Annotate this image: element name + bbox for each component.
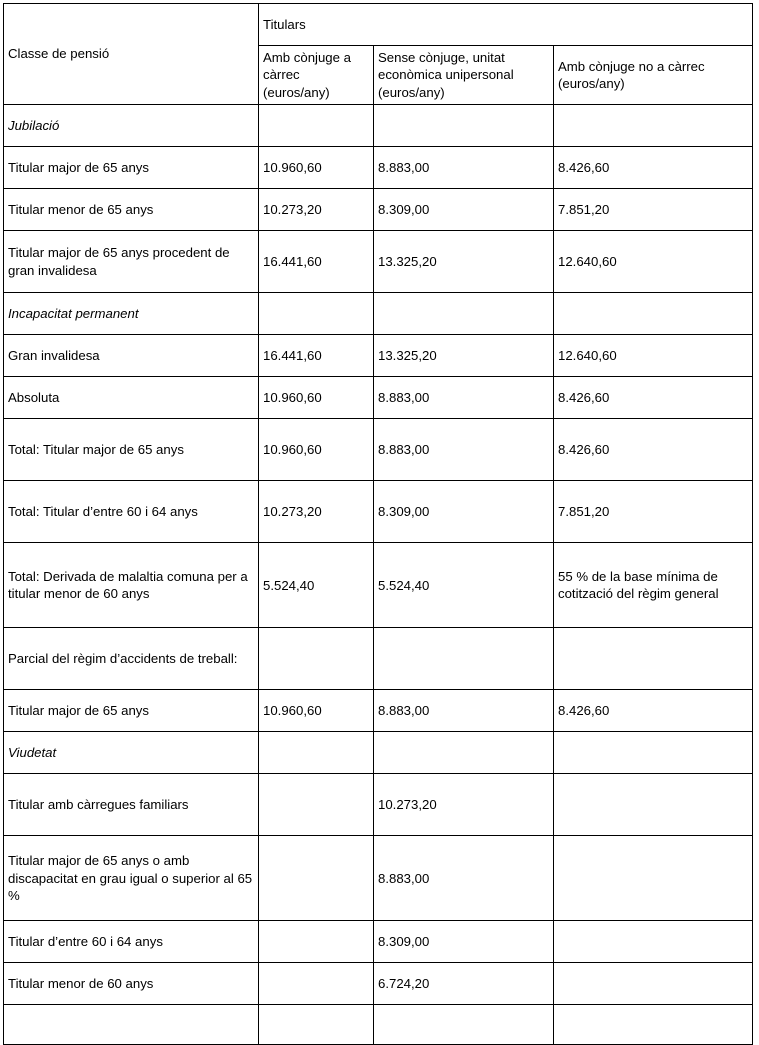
- row-label: Titular major de 65 anys: [4, 147, 259, 189]
- cell-amount: [374, 628, 554, 690]
- pension-amounts-table: [3, 3, 753, 1045]
- cell-amount: 10.960,60: [259, 690, 374, 732]
- cell-amount: [554, 963, 753, 1005]
- cell-amount: [554, 774, 753, 836]
- cell-amount: 8.883,00: [374, 690, 554, 732]
- row-label: Total: Derivada de malaltia comuna per a titular menor de 60 anys: [4, 543, 259, 628]
- row-section-label: Incapacitat permanent: [4, 293, 259, 335]
- cell-amount: [554, 293, 753, 335]
- cell-amount: [259, 836, 374, 921]
- row-label: Titular major de 65 anys: [4, 690, 259, 732]
- table-row: [4, 543, 753, 628]
- cell-amount: 16.441,60: [259, 335, 374, 377]
- cell-amount: [554, 921, 753, 963]
- row-label: Total: Titular d’entre 60 i 64 anys: [4, 481, 259, 543]
- cell-amount: [374, 105, 554, 147]
- cell-amount: [374, 1005, 554, 1045]
- table-row: [4, 963, 753, 1005]
- cell-amount: 12.640,60: [554, 231, 753, 293]
- cell-amount: [259, 1005, 374, 1045]
- cell-amount: 8.883,00: [374, 147, 554, 189]
- row-label: Titular major de 65 anys procedent de gran invalidesa: [4, 231, 259, 293]
- cell-amount: 8.426,60: [554, 690, 753, 732]
- cell-amount: [554, 628, 753, 690]
- row-label: Total: Titular major de 65 anys: [4, 419, 259, 481]
- table-row: [4, 481, 753, 543]
- row-label: Titular menor de 60 anys: [4, 963, 259, 1005]
- table-row: [4, 335, 753, 377]
- table-row: [4, 732, 753, 774]
- table-row: [4, 377, 753, 419]
- table-row: [4, 231, 753, 293]
- cell-amount: 10.960,60: [259, 377, 374, 419]
- table-row: [4, 921, 753, 963]
- row-label: Titular amb càrregues familiars: [4, 774, 259, 836]
- row-label: Titular menor de 65 anys: [4, 189, 259, 231]
- header-col3-line1: Amb cònjuge no a càrrec: [558, 58, 705, 74]
- cell-amount: 8.426,60: [554, 147, 753, 189]
- cell-amount: [259, 774, 374, 836]
- cell-amount: [259, 732, 374, 774]
- cell-amount: [554, 1005, 753, 1045]
- cell-amount: 8.883,00: [374, 377, 554, 419]
- row-label: [4, 1005, 259, 1045]
- header-col-amb-conjuge-no-a-carrec: [554, 46, 753, 105]
- cell-note: 55 % de la base mínima de cotització del règim general: [554, 543, 753, 628]
- table-body: [4, 105, 753, 1045]
- table-row: [4, 628, 753, 690]
- table-row: [4, 1005, 753, 1045]
- row-section-label: Jubilació: [4, 105, 259, 147]
- header-col2-line2: econòmica unipersonal: [378, 67, 514, 83]
- header-classe-de-pensio: Classe de pensió: [4, 4, 259, 105]
- cell-amount: [259, 293, 374, 335]
- cell-amount: 8.883,00: [374, 836, 554, 921]
- cell-amount: [259, 963, 374, 1005]
- table-row: [4, 293, 753, 335]
- cell-amount: 8.309,00: [374, 481, 554, 543]
- cell-amount: [259, 628, 374, 690]
- table-header: [4, 4, 753, 105]
- cell-amount: 7.851,20: [554, 481, 753, 543]
- header-col1-line3: (euros/any): [263, 84, 330, 100]
- cell-amount: 10.273,20: [259, 481, 374, 543]
- header-col2-line3: (euros/any): [378, 84, 445, 100]
- header-titulars-group: Titulars: [259, 4, 753, 46]
- cell-amount: 8.426,60: [554, 419, 753, 481]
- header-row-group: [4, 4, 753, 46]
- cell-amount: 10.960,60: [259, 147, 374, 189]
- cell-amount: 8.309,00: [374, 921, 554, 963]
- cell-amount: 10.273,20: [259, 189, 374, 231]
- cell-amount: 8.309,00: [374, 189, 554, 231]
- header-col1-line2: càrrec: [263, 67, 300, 83]
- row-label: Titular major de 65 anys o amb discapacitat en grau igual o superior al 65 %: [4, 836, 259, 921]
- cell-amount: 16.441,60: [259, 231, 374, 293]
- cell-amount: 8.426,60: [554, 377, 753, 419]
- header-col3-line2: (euros/any): [558, 76, 625, 92]
- cell-amount: [374, 732, 554, 774]
- table-row: [4, 105, 753, 147]
- cell-amount: 10.960,60: [259, 419, 374, 481]
- cell-amount: 13.325,20: [374, 335, 554, 377]
- table-row: [4, 836, 753, 921]
- cell-amount: 7.851,20: [554, 189, 753, 231]
- header-col1-line1: Amb cònjuge a: [263, 50, 351, 65]
- header-col-amb-conjuge-a-carrec: [259, 46, 374, 105]
- table-row: [4, 690, 753, 732]
- cell-amount: 12.640,60: [554, 335, 753, 377]
- cell-amount: [554, 836, 753, 921]
- table-row: [4, 774, 753, 836]
- header-col-sense-conjuge: [374, 46, 554, 105]
- row-label: Titular d’entre 60 i 64 anys: [4, 921, 259, 963]
- row-label: Absoluta: [4, 377, 259, 419]
- table-row: [4, 189, 753, 231]
- row-label: Parcial del règim d’accidents de treball:: [4, 628, 259, 690]
- header-col2-line1: Sense cònjuge, unitat: [378, 50, 505, 65]
- cell-amount: [259, 921, 374, 963]
- cell-amount: 10.273,20: [374, 774, 554, 836]
- cell-amount: 13.325,20: [374, 231, 554, 293]
- cell-amount: [554, 105, 753, 147]
- cell-amount: 5.524,40: [259, 543, 374, 628]
- cell-amount: 6.724,20: [374, 963, 554, 1005]
- cell-amount: [374, 293, 554, 335]
- table-row: [4, 147, 753, 189]
- cell-amount: 5.524,40: [374, 543, 554, 628]
- row-label: Gran invalidesa: [4, 335, 259, 377]
- table-row: [4, 419, 753, 481]
- row-section-label: Viudetat: [4, 732, 259, 774]
- cell-amount: [554, 732, 753, 774]
- cell-amount: [259, 105, 374, 147]
- cell-amount: 8.883,00: [374, 419, 554, 481]
